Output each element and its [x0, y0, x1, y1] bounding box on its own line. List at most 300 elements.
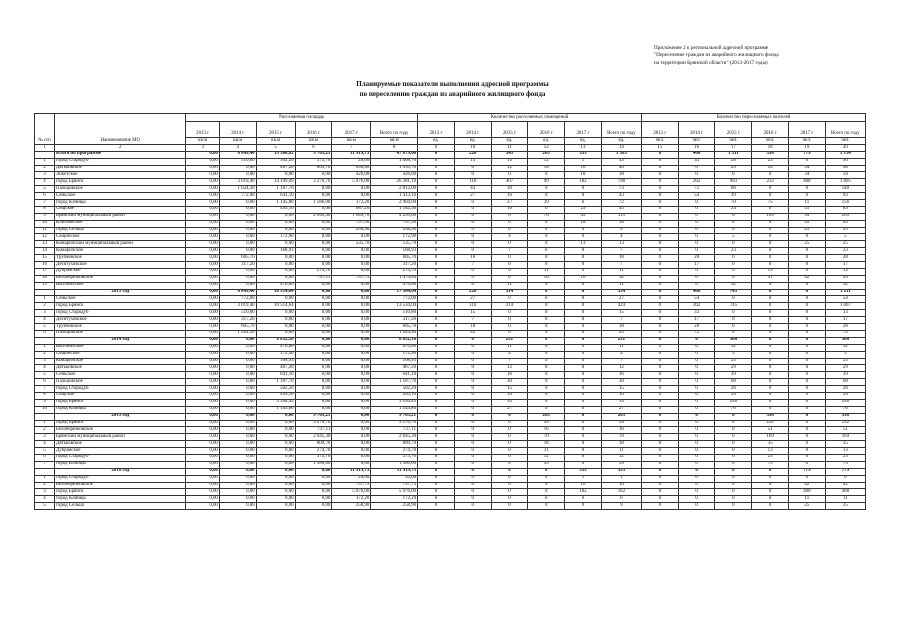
- table-cell: 11: [601, 268, 641, 275]
- table-cell: 0: [454, 275, 491, 282]
- table-cell: 0: [678, 392, 715, 399]
- table-cell: 0: [454, 420, 491, 427]
- table-cell: 0: [715, 330, 752, 337]
- table-cell: 0: [641, 255, 678, 262]
- table-cell: 0: [565, 193, 602, 200]
- table-cell: 23: [752, 454, 789, 461]
- table-cell: 15: [601, 310, 641, 317]
- header-total: Всего по году: [371, 122, 418, 138]
- table-cell: 4: [491, 234, 528, 241]
- table-cell: 0: [418, 275, 455, 282]
- table-cell: 0: [491, 448, 528, 455]
- table-cell: 0: [641, 158, 678, 165]
- table-cell: 779: [788, 151, 825, 158]
- table-cell: 9 705,21: [371, 413, 418, 420]
- table-cell: 0,00: [186, 296, 219, 303]
- table-cell: 23: [715, 358, 752, 365]
- table-row: [35, 461, 866, 468]
- table-cell: 0,00: [219, 454, 256, 461]
- table-cell: 172,90: [256, 351, 295, 358]
- table-cell: 15: [491, 386, 528, 393]
- table-row: [35, 420, 866, 427]
- table-cell: 0: [788, 427, 825, 434]
- table-cell: 0,00: [186, 165, 219, 172]
- table-cell: 70: [528, 213, 565, 220]
- table-cell: 0,00: [186, 379, 219, 386]
- table-cell: 0: [565, 268, 602, 275]
- table-cell: 0: [418, 206, 455, 213]
- table-cell: 0,00: [295, 386, 332, 393]
- table-cell: 94: [788, 213, 825, 220]
- table-cell: 0,00: [186, 496, 219, 503]
- table-cell: 0,00: [219, 234, 256, 241]
- table-cell: 0: [528, 392, 565, 399]
- table-cell: 0: [641, 165, 678, 172]
- table-cell: 0,00: [332, 372, 371, 379]
- table-cell: 0: [565, 441, 602, 448]
- table-cell: 168,93: [371, 248, 418, 255]
- table-cell: 0,00: [295, 392, 332, 399]
- table-cell: 772,00: [219, 193, 256, 200]
- row-number: 5: [35, 372, 55, 379]
- table-cell: 16: [601, 482, 641, 489]
- table-cell: 1 211: [825, 289, 865, 296]
- table-row: [35, 475, 866, 482]
- table-cell: 5 976,00: [332, 179, 371, 186]
- table-cell: 0: [678, 434, 715, 441]
- table-cell: 0: [565, 296, 602, 303]
- table-cell: 0: [641, 441, 678, 448]
- table-cell: 0: [528, 489, 565, 496]
- row-number: [35, 151, 55, 158]
- table-cell: 15: [454, 158, 491, 165]
- table-cell: 32: [715, 344, 752, 351]
- table-cell: 0: [454, 282, 491, 289]
- table-cell: 0: [528, 372, 565, 379]
- table-cell: 258,90: [332, 227, 371, 234]
- table-cell: 0,00: [256, 241, 295, 248]
- table-cell: 0: [752, 193, 789, 200]
- table-cell: 0: [491, 255, 528, 262]
- header-year: 2016 г: [528, 122, 565, 138]
- table-cell: 0,00: [186, 413, 219, 420]
- table-cell: 7: [454, 262, 491, 269]
- table-cell: 0: [678, 282, 715, 289]
- municipality-name: Комаричское: [55, 358, 186, 365]
- table-cell: 18: [601, 441, 641, 448]
- table-cell: 0,00: [332, 461, 371, 468]
- table-cell: 737,11: [371, 427, 418, 434]
- table-cell: 0: [418, 262, 455, 269]
- table-row: [35, 324, 866, 331]
- row-number: 2: [35, 303, 55, 310]
- table-cell: 25: [825, 241, 865, 248]
- table-cell: 18: [601, 324, 641, 331]
- table-cell: 248: [825, 399, 865, 406]
- table-cell: 0,00: [186, 386, 219, 393]
- table-cell: 0: [641, 241, 678, 248]
- table-cell: 0: [565, 372, 602, 379]
- table-cell: 0,00: [256, 275, 295, 282]
- table-row-subtotal: [35, 151, 866, 158]
- table-cell: 16: [491, 193, 528, 200]
- table-cell: 0: [528, 310, 565, 317]
- table-cell: 11: [491, 282, 528, 289]
- table-cell: 0: [752, 482, 789, 489]
- table-cell: 0: [528, 475, 565, 482]
- table-cell: 0: [715, 275, 752, 282]
- table-cell: 72: [825, 330, 865, 337]
- header-colnum: 13: [565, 144, 602, 151]
- table-cell: 0: [641, 213, 678, 220]
- table-cell: 0: [565, 461, 602, 468]
- table-cell: 0,00: [256, 454, 295, 461]
- table-cell: 262: [678, 179, 715, 186]
- table-cell: 0: [454, 358, 491, 365]
- header-colnum: 11: [491, 144, 528, 151]
- table-cell: 0: [454, 220, 491, 227]
- table-cell: 89: [825, 206, 865, 213]
- table-row: [35, 255, 866, 262]
- municipality-name: Десятуховское: [55, 262, 186, 269]
- table-cell: 0: [418, 365, 455, 372]
- table-cell: 467,20: [256, 365, 295, 372]
- table-cell: 17 364,04: [371, 289, 418, 296]
- table-cell: 0,00: [256, 213, 295, 220]
- table-cell: 0: [491, 468, 528, 475]
- table-cell: 18: [565, 172, 602, 179]
- table-cell: 0: [788, 351, 825, 358]
- table-cell: 0: [678, 206, 715, 213]
- municipality-name: город Стародуб: [55, 475, 186, 482]
- table-cell: 0,00: [186, 351, 219, 358]
- table-cell: 0,00: [219, 206, 256, 213]
- table-cell: 24: [825, 392, 865, 399]
- table-cell: 0: [641, 434, 678, 441]
- table-cell: 0,00: [219, 468, 256, 475]
- row-number: 14: [35, 248, 55, 255]
- table-cell: 0: [528, 186, 565, 193]
- header-colnum: 14: [601, 144, 641, 151]
- table-cell: 0: [454, 448, 491, 455]
- table-cell: 140: [825, 186, 865, 193]
- table-cell: 0,00: [219, 399, 256, 406]
- table-cell: 12: [528, 454, 565, 461]
- table-cell: 0: [678, 406, 715, 413]
- table-cell: 0: [752, 172, 789, 179]
- table-row: [35, 179, 866, 186]
- table-cell: 13: [601, 241, 641, 248]
- table-cell: 33: [825, 310, 865, 317]
- table-cell: 0: [565, 255, 602, 262]
- table-cell: 0: [715, 172, 752, 179]
- table-cell: 0,00: [332, 427, 371, 434]
- table-cell: 408: [825, 489, 865, 496]
- table-cell: 0: [641, 151, 678, 158]
- table-cell: 566: [715, 337, 752, 344]
- table-cell: 0,00: [295, 406, 332, 413]
- header-unit: ед.: [491, 138, 528, 145]
- header-year: 2017 г: [332, 122, 371, 138]
- table-cell: 0: [528, 496, 565, 503]
- row-number: 6: [35, 379, 55, 386]
- header-colnum-row: [35, 144, 866, 151]
- table-cell: 0: [454, 351, 491, 358]
- row-number: 1: [35, 296, 55, 303]
- table-cell: 258,90: [371, 503, 418, 510]
- table-cell: 3 154: [825, 151, 865, 158]
- table-cell: 16: [601, 392, 641, 399]
- header-year: 2014 г: [219, 122, 256, 138]
- table-cell: 0,00: [256, 268, 295, 275]
- table-cell: 0: [641, 379, 678, 386]
- table-cell: 0,00: [219, 241, 256, 248]
- header-year: 2016 г: [752, 122, 789, 138]
- table-cell: 0: [752, 365, 789, 372]
- table-cell: 0: [788, 399, 825, 406]
- table-cell: 0: [788, 234, 825, 241]
- table-cell: 0: [641, 234, 678, 241]
- table-cell: 0: [678, 351, 715, 358]
- table-cell: 0: [641, 179, 678, 186]
- table-cell: 0: [454, 392, 491, 399]
- table-cell: 0: [678, 227, 715, 234]
- table-cell: 25: [788, 241, 825, 248]
- table-cell: 0,00: [332, 413, 371, 420]
- table-cell: 0,00: [219, 475, 256, 482]
- table-cell: 72: [678, 186, 715, 193]
- table-cell: 54: [678, 193, 715, 200]
- table-cell: 0: [788, 289, 825, 296]
- table-cell: 0,00: [219, 358, 256, 365]
- table-cell: 43: [601, 193, 641, 200]
- table-cell: 17: [825, 262, 865, 269]
- table-cell: 0: [678, 234, 715, 241]
- table-cell: 0: [678, 413, 715, 420]
- header-group-residents: Количество переселяемых жителей: [641, 114, 865, 122]
- municipality-name: Дятьковское: [55, 441, 186, 448]
- table-cell: 0: [454, 399, 491, 406]
- table-cell: 0: [565, 427, 602, 434]
- table-cell: 0: [491, 330, 528, 337]
- table-cell: 18: [528, 441, 565, 448]
- table-cell: 1 624,30: [219, 186, 256, 193]
- table-cell: 0,00: [256, 482, 295, 489]
- row-number: [35, 289, 55, 296]
- table-cell: 0: [491, 434, 528, 441]
- table-cell: 0: [678, 468, 715, 475]
- table-cell: 0: [418, 358, 455, 365]
- table-cell: 0,00: [186, 151, 219, 158]
- table-cell: 1 413,10: [371, 193, 418, 200]
- table-cell: 5: [715, 234, 752, 241]
- header-unit: ед.: [454, 138, 491, 145]
- table-cell: 16: [601, 427, 641, 434]
- table-cell: 0: [528, 317, 565, 324]
- table-cell: 0,00: [219, 344, 256, 351]
- table-cell: 809,70: [295, 441, 332, 448]
- table-cell: 0: [418, 213, 455, 220]
- table-cell: 0: [752, 324, 789, 331]
- table-cell: 0: [528, 365, 565, 372]
- header-total: Всего по году: [825, 122, 865, 138]
- table-cell: 0,00: [295, 248, 332, 255]
- table-row: [35, 317, 866, 324]
- table-cell: 0,00: [186, 337, 219, 344]
- table-cell: 17: [678, 262, 715, 269]
- table-cell: 35: [825, 441, 865, 448]
- table-cell: 258,90: [371, 227, 418, 234]
- table-cell: 0,00: [256, 434, 295, 441]
- table-row: [35, 186, 866, 193]
- table-cell: 0,00: [332, 351, 371, 358]
- table-cell: 0,00: [186, 406, 219, 413]
- table-cell: 0: [528, 255, 565, 262]
- table-cell: 55: [788, 206, 825, 213]
- table-cell: 169: [752, 434, 789, 441]
- table-cell: 375,70: [371, 454, 418, 461]
- table-cell: 0: [565, 351, 602, 358]
- table-cell: 0: [788, 434, 825, 441]
- table-cell: 510,80: [219, 310, 256, 317]
- table-cell: 0: [418, 296, 455, 303]
- table-cell: 42: [825, 482, 865, 489]
- table-cell: 0: [491, 172, 528, 179]
- table-cell: 0: [715, 262, 752, 269]
- table-cell: 231: [491, 337, 528, 344]
- table-cell: 0: [491, 461, 528, 468]
- table-cell: 0: [565, 186, 602, 193]
- table-cell: 0: [491, 427, 528, 434]
- table-cell: 47 879,66: [371, 151, 418, 158]
- table-cell: 0: [788, 337, 825, 344]
- table-row-subtotal: [35, 337, 866, 344]
- row-number: 4: [35, 365, 55, 372]
- table-cell: 51: [752, 275, 789, 282]
- table-cell: 317,20: [219, 317, 256, 324]
- table-cell: 0: [788, 365, 825, 372]
- table-cell: 0,00: [219, 496, 256, 503]
- table-cell: 0: [678, 496, 715, 503]
- table-cell: 16: [565, 482, 602, 489]
- table-row: [35, 406, 866, 413]
- table-cell: 426,00: [371, 172, 418, 179]
- table-cell: 0: [418, 234, 455, 241]
- table-cell: 16: [565, 275, 602, 282]
- table-cell: 0,00: [219, 351, 256, 358]
- header-colnum: 8: [371, 144, 418, 151]
- header-colnum: 3: [186, 144, 219, 151]
- table-cell: 0: [454, 461, 491, 468]
- table-cell: 0: [678, 379, 715, 386]
- table-cell: 0: [565, 317, 602, 324]
- table-cell: 0,00: [219, 372, 256, 379]
- table-cell: 6: [565, 200, 602, 207]
- header-colnum: 16: [678, 144, 715, 151]
- table-cell: 0,00: [186, 227, 219, 234]
- table-cell: 0: [788, 406, 825, 413]
- table-cell: 6: [565, 496, 602, 503]
- table-cell: 0: [715, 268, 752, 275]
- table-cell: 0,00: [332, 262, 371, 269]
- table-cell: 35: [752, 165, 789, 172]
- table-cell: 0,00: [256, 496, 295, 503]
- table-cell: 0: [454, 337, 491, 344]
- table-cell: 0,00: [332, 324, 371, 331]
- table-cell: 23: [715, 248, 752, 255]
- table-cell: 274,70: [371, 448, 418, 455]
- table-cell: 0: [678, 386, 715, 393]
- table-row: [35, 165, 866, 172]
- table-cell: 0: [678, 461, 715, 468]
- table-cell: 0,00: [219, 392, 256, 399]
- table-row: [35, 234, 866, 241]
- table-cell: 0: [715, 475, 752, 482]
- table-cell: 0,00: [295, 220, 332, 227]
- table-cell: 0: [528, 358, 565, 365]
- table-cell: 0,00: [186, 420, 219, 427]
- table-cell: 0,00: [186, 268, 219, 275]
- table-cell: 0,00: [186, 441, 219, 448]
- table-cell: 12: [491, 165, 528, 172]
- table-cell: 265: [528, 151, 565, 158]
- table-cell: 30: [491, 186, 528, 193]
- table-cell: 45: [825, 220, 865, 227]
- table-cell: 9 705,21: [295, 413, 332, 420]
- table-cell: 26 381,19: [371, 179, 418, 186]
- table-cell: 0: [418, 255, 455, 262]
- table-cell: 0: [788, 358, 825, 365]
- row-number: [35, 468, 55, 475]
- table-cell: 0: [418, 186, 455, 193]
- table-cell: 29: [715, 165, 752, 172]
- table-cell: 265: [528, 413, 565, 420]
- row-number: 2: [35, 482, 55, 489]
- table-cell: 18: [601, 220, 641, 227]
- table-cell: 0: [454, 268, 491, 275]
- table-cell: 0,00: [186, 248, 219, 255]
- table-cell: 0: [678, 268, 715, 275]
- table-cell: 42: [788, 482, 825, 489]
- table-row: [35, 399, 866, 406]
- municipality-name: Дубровское: [55, 268, 186, 275]
- table-cell: 0: [752, 310, 789, 317]
- table-cell: 232: [752, 420, 789, 427]
- table-cell: 0: [752, 358, 789, 365]
- table-cell: 18: [454, 324, 491, 331]
- table-body: [35, 151, 866, 509]
- table-cell: 0: [454, 344, 491, 351]
- table-cell: 0: [491, 441, 528, 448]
- table-cell: 12: [601, 365, 641, 372]
- table-cell: 0: [491, 475, 528, 482]
- table-cell: 0,00: [186, 206, 219, 213]
- table-cell: 0: [565, 234, 602, 241]
- table-row-subtotal: [35, 289, 866, 296]
- row-number: 1: [35, 344, 55, 351]
- table-cell: 68: [715, 379, 752, 386]
- table-cell: 0,00: [295, 303, 332, 310]
- table-cell: 0,00: [295, 358, 332, 365]
- table-cell: 20,00: [332, 475, 371, 482]
- table-cell: 0,00: [256, 262, 295, 269]
- annex-note: [654, 45, 899, 67]
- table-cell: 0: [788, 248, 825, 255]
- table-cell: 0,00: [186, 365, 219, 372]
- table-cell: 0: [491, 496, 528, 503]
- table-cell: 8 852,18: [256, 337, 295, 344]
- table-cell: 0: [752, 289, 789, 296]
